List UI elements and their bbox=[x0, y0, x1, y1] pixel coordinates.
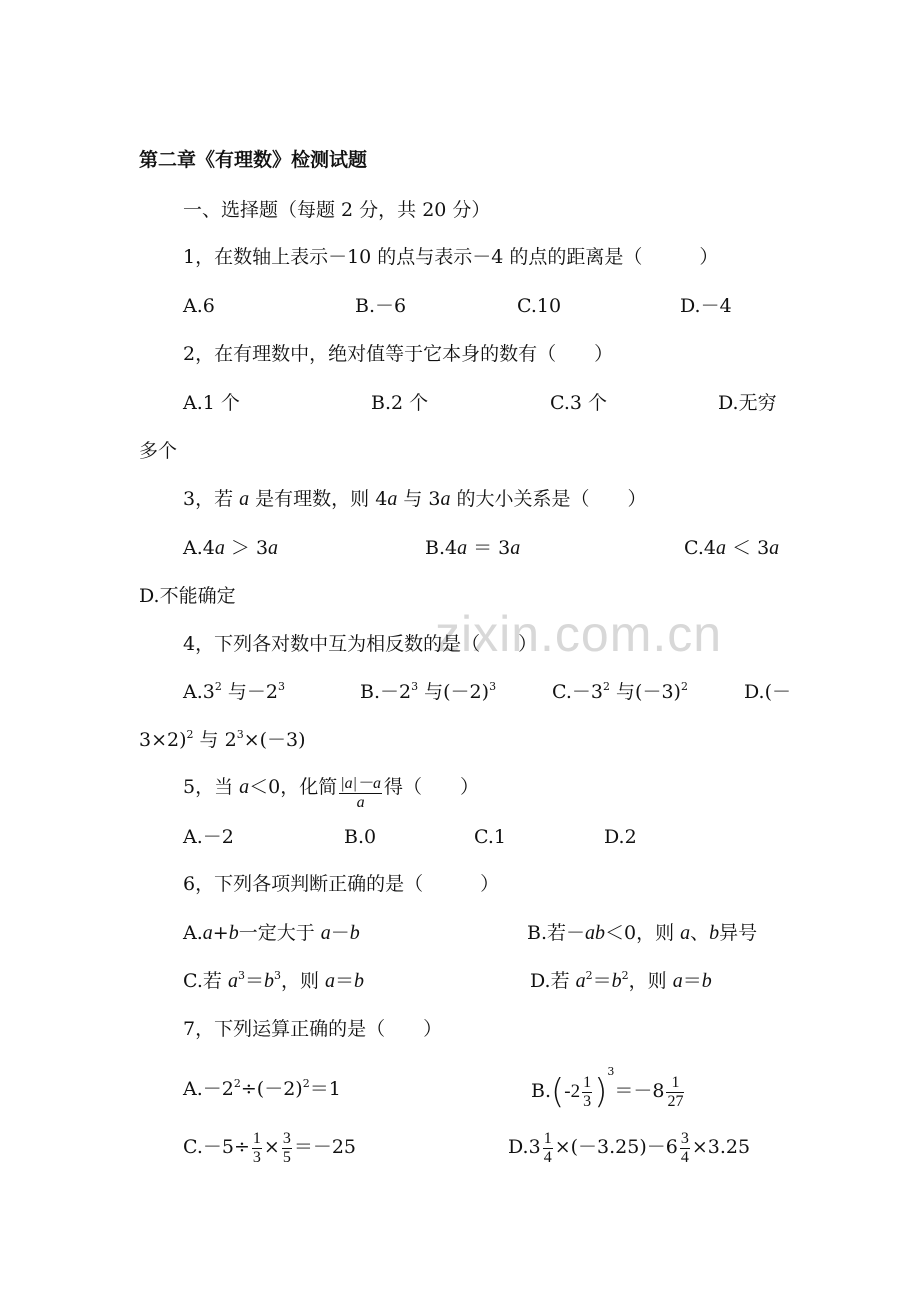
q4-option-b: $B.-2^3$ 与$(-2)^3$ bbox=[360, 680, 497, 703]
q3-option-c: C.4a ＜ 3a bbox=[684, 537, 780, 559]
q1-option-d: D.－4 bbox=[680, 295, 732, 317]
question-6-stem: 6，下列各项判断正确的是（ ） bbox=[183, 873, 500, 895]
question-5-stem: 5，当 a＜0，化简 $\frac{|a|-a}{a}$ 得（ ） bbox=[183, 775, 480, 811]
q2-option-b: B.2 个 bbox=[371, 392, 429, 414]
q7-option-c: C.－5÷ $\frac{1}{3}$ × $\frac{3}{5}$ ＝－25 bbox=[183, 1129, 357, 1166]
section-heading: 一、选择题（每题 2 分，共 20 分） bbox=[183, 199, 491, 221]
question-3-stem: 3，若 a 是有理数，则 4a 与 3a 的大小关系是（ ） bbox=[183, 488, 647, 510]
q7-option-a: $A.-2^2\div(-2)^2=1$ bbox=[183, 1077, 341, 1100]
q2-option-c: C.3 个 bbox=[550, 392, 608, 414]
q4-option-a: $A.3^2$ 与$-2^3$ bbox=[183, 680, 285, 703]
q3-option-b: B.4a ＝ 3a bbox=[425, 537, 521, 559]
question-1-stem: 1，在数轴上表示－10 的点与表示－4 的点的距离是（ ） bbox=[183, 246, 719, 268]
q5-fraction: $\frac{|a|-a}{a}$ bbox=[340, 775, 382, 811]
q4-option-d: D.(－ bbox=[744, 681, 792, 703]
question-2-stem: 2，在有理数中，绝对值等于它本身的数有（ ） bbox=[183, 343, 614, 365]
question-4-stem: 4，下列各对数中互为相反数的是（ ） bbox=[183, 633, 538, 655]
q3-option-a: A.4a ＞ 3a bbox=[183, 537, 279, 559]
q1-option-a: A.6 bbox=[183, 295, 215, 317]
q1-option-c: C.10 bbox=[517, 295, 562, 317]
q5-option-b: B.0 bbox=[344, 826, 377, 848]
q6-option-d: D.若 $a^2=b^2$，则 a＝b bbox=[530, 969, 712, 992]
q7-option-b: B.(-2 $\frac{1}{3}$ )$^3$＝－8 $\frac{1}{27}$ bbox=[531, 1065, 684, 1112]
question-7-stem: 7，下列运算正确的是（ ） bbox=[183, 1018, 443, 1040]
q3-option-d: D.不能确定 bbox=[139, 585, 236, 607]
page-title: 第二章《有理数》检测试题 bbox=[139, 149, 368, 171]
q5-option-a: A.－2 bbox=[183, 826, 234, 848]
q6-option-a: A.a+b一定大于 a－b bbox=[183, 922, 360, 944]
q1-option-b: B.－6 bbox=[355, 295, 407, 317]
watermark: zixin.com.cn bbox=[435, 606, 723, 662]
q5-option-c: C.1 bbox=[474, 826, 506, 848]
q4-option-c: $C.-3^2$ 与$(-3)^2$ bbox=[552, 680, 688, 703]
q4-option-d-continued: 3×2)$^2$ 与 $2^3\times(-3)$ bbox=[139, 728, 306, 751]
q6-option-b: B.若－ab＜0，则 a、b异号 bbox=[527, 922, 758, 944]
q6-option-c: C.若 $a^3=b^3$，则 a＝b bbox=[183, 969, 365, 992]
q5-option-d: D.2 bbox=[604, 826, 637, 848]
q2-option-d-continued: 多个 bbox=[139, 440, 178, 462]
q7-option-d: D.3 $\frac{1}{4}$ ×(－3.25)－6 $\frac{3}{4}$ ×3.25 bbox=[508, 1129, 751, 1166]
q2-option-d: D.无穷 bbox=[718, 392, 777, 414]
q2-option-a: A.1 个 bbox=[183, 392, 240, 414]
